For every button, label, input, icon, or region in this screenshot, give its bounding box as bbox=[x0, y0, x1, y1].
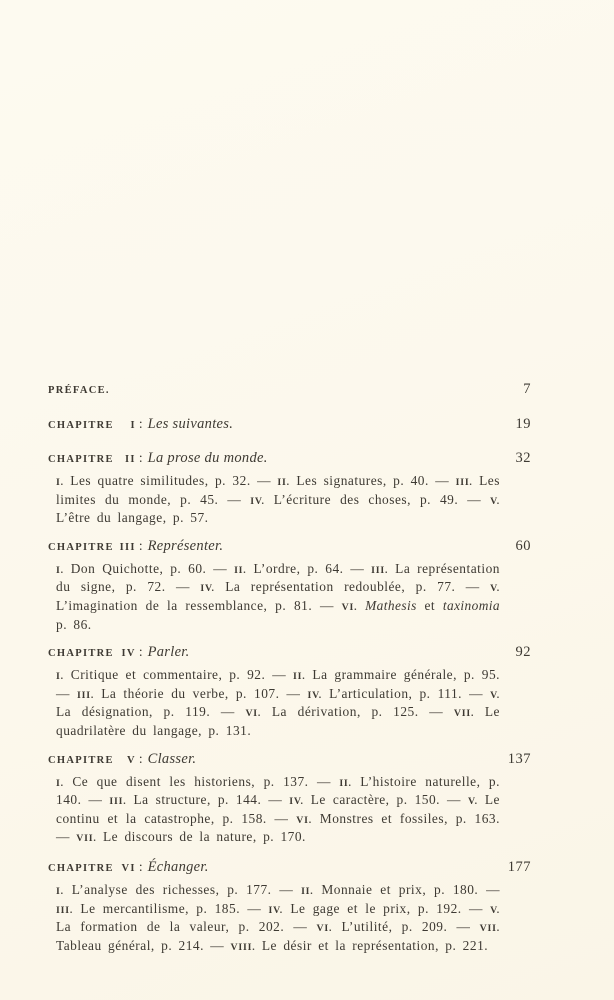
preface-label: PRÉFACE. bbox=[48, 385, 110, 396]
section-numeral: V. bbox=[467, 796, 478, 808]
chapter-label: CHAPITRE bbox=[48, 541, 114, 553]
section-numeral: IV. bbox=[268, 904, 284, 916]
chapter-title: Échanger. bbox=[147, 858, 209, 875]
toc-chapter-entry bbox=[48, 449, 531, 527]
chapter-page-number: 92 bbox=[515, 644, 531, 661]
section-numeral: I. bbox=[56, 885, 64, 897]
chapter-page-number: 19 bbox=[515, 416, 531, 432]
section-numeral: III. bbox=[56, 904, 74, 916]
chapter-heading-text bbox=[48, 750, 196, 768]
section-numeral: VI. bbox=[296, 814, 312, 826]
section-numeral: VI. bbox=[245, 708, 262, 720]
chapter-numeral: II bbox=[125, 454, 136, 465]
chapter-title: La prose du monde. bbox=[147, 450, 268, 466]
section-numeral: V. bbox=[490, 904, 500, 916]
chapter-numeral: III bbox=[119, 541, 136, 553]
chapter-sections: I. Don Quichotte, p. 60. — II. L’ordre, p. 64. — III. La représentation du signe, p. 72. — IV. La représentation redoublée, p. 77. — V. L’imagination de la ressemblance, p. 81. — VI. Mathesis et taxinomia p. 86. bbox=[56, 560, 501, 632]
section-numeral: I. bbox=[56, 671, 64, 683]
chapter-label: CHAPITRE bbox=[48, 648, 114, 660]
chapter-numeral: VI bbox=[121, 862, 136, 874]
section-numeral: V. bbox=[490, 689, 500, 701]
toc-chapter-entry bbox=[48, 858, 531, 956]
section-numeral: II. bbox=[301, 885, 314, 897]
chapter-colon: : bbox=[138, 644, 143, 660]
toc-chapter-entry bbox=[48, 537, 531, 633]
chapter-colon: : bbox=[138, 450, 143, 465]
section-numeral: VII. bbox=[453, 708, 475, 720]
section-numeral: III. bbox=[455, 477, 473, 488]
chapter-title: Représenter. bbox=[147, 537, 224, 554]
chapter-entries bbox=[48, 415, 531, 956]
section-numeral: III. bbox=[109, 796, 127, 808]
section-numeral: III. bbox=[371, 564, 389, 576]
chapter-heading-text bbox=[48, 643, 190, 661]
section-numeral: VII. bbox=[76, 833, 97, 845]
chapter-heading-text bbox=[48, 858, 209, 876]
chapter-label: CHAPITRE bbox=[48, 420, 114, 431]
section-numeral: IV. bbox=[250, 495, 265, 507]
chapter-page-number: 177 bbox=[507, 858, 531, 875]
chapter-heading-row bbox=[48, 449, 531, 467]
chapter-page-number: 32 bbox=[515, 450, 531, 466]
chapter-title: Parler. bbox=[147, 644, 190, 661]
chapter-label: CHAPITRE bbox=[48, 862, 114, 874]
section-numeral: IV. bbox=[200, 583, 215, 595]
chapter-numeral: IV bbox=[121, 648, 136, 660]
chapter-colon: : bbox=[138, 858, 143, 874]
toc-entry-preface bbox=[48, 381, 531, 398]
chapter-sections: I. L’analyse des richesses, p. 177. — II. Monnaie et prix, p. 180. — III. Le mercantilisme, p. 185. — IV. Le gage et le prix, p. 192. — V. La formation de la valeur, p. 202. — VI. L’utilité, p. 209. — VII. Tableau général, p. 214. — VIII. Le désir et la représentation, p. 221. bbox=[56, 881, 501, 953]
chapter-heading-text bbox=[48, 449, 268, 467]
section-numeral: II. bbox=[234, 564, 247, 576]
preface-page-number: 7 bbox=[523, 381, 531, 397]
section-numeral: V. bbox=[490, 495, 500, 507]
toc-chapter-entry bbox=[48, 643, 531, 739]
chapter-heading-row bbox=[48, 415, 531, 433]
chapter-colon: : bbox=[138, 416, 143, 431]
chapter-page-number: 60 bbox=[515, 537, 531, 554]
section-numeral: VIII. bbox=[230, 941, 256, 953]
chapter-page-number: 137 bbox=[507, 750, 531, 767]
section-numeral: III. bbox=[77, 689, 95, 701]
section-numeral: VI. bbox=[316, 923, 333, 935]
section-numeral: I. bbox=[56, 564, 64, 576]
chapter-sections: I. Ce que disent les historiens, p. 137. — II. L’histoire naturelle, p. 140. — III. La structure, p. 144. — IV. Le caractère, p. 150. — V. Le continu et la catastrophe, p. 158. — VI. Monstres et fossiles, p. 163. — VII. Le discours de la nature, p. 170. bbox=[56, 773, 500, 845]
chapter-heading-text bbox=[48, 537, 223, 555]
chapter-heading-row bbox=[48, 537, 531, 555]
chapter-heading-text bbox=[48, 415, 233, 433]
chapter-label: CHAPITRE bbox=[48, 754, 114, 766]
section-numeral: VI. bbox=[341, 601, 358, 613]
section-numeral: II. bbox=[339, 777, 352, 789]
section-numeral: IV. bbox=[307, 689, 323, 701]
chapter-sections: I. Les quatre similitudes, p. 32. — II. Les signatures, p. 40. — III. Les limites du monde, p. 45. — IV. L’écriture des choses, p. 49. — V. L’être du langage, p. 57. bbox=[56, 473, 500, 526]
chapter-title: Classer. bbox=[147, 750, 197, 767]
chapter-colon: : bbox=[138, 537, 143, 553]
chapter-label: CHAPITRE bbox=[48, 454, 114, 465]
section-numeral: I. bbox=[56, 477, 64, 488]
toc-chapter-entry bbox=[48, 415, 531, 433]
chapter-sections: I. Critique et commentaire, p. 92. — II. La grammaire générale, p. 95. — III. La théorie du verbe, p. 107. — IV. L’articulation, p. 111. — V. La désignation, p. 119. — VI. La dérivation, p. 125. — VII. Le quadrilatère du langage, p. 131. bbox=[56, 667, 500, 738]
chapter-colon: : bbox=[138, 750, 143, 766]
chapter-numeral: V bbox=[126, 754, 136, 766]
chapter-heading-row bbox=[48, 750, 531, 768]
toc-chapter-entry bbox=[48, 750, 531, 848]
chapter-heading-row bbox=[48, 858, 531, 876]
section-numeral: V. bbox=[490, 583, 500, 595]
section-numeral: II. bbox=[293, 671, 306, 683]
section-numeral: VII. bbox=[479, 923, 500, 935]
chapter-heading-row bbox=[48, 643, 531, 661]
section-numeral: I. bbox=[56, 777, 64, 789]
section-numeral: II. bbox=[277, 477, 290, 488]
chapter-title: Les suivantes. bbox=[147, 416, 234, 432]
chapter-numeral: I bbox=[130, 420, 136, 431]
section-numeral: IV. bbox=[289, 796, 304, 808]
